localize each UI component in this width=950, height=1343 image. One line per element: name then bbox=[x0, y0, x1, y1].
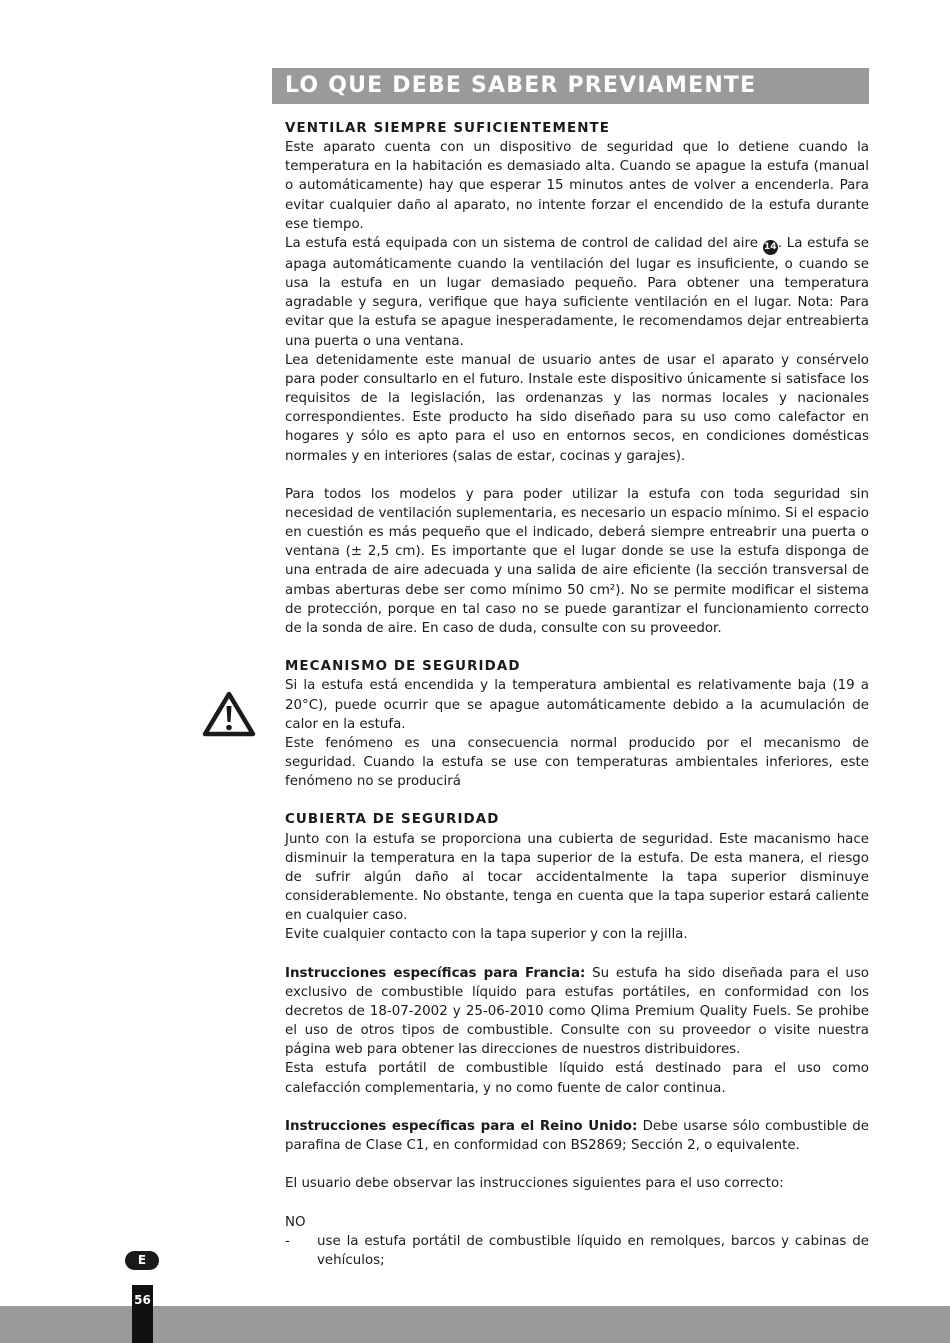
heading-cubierta: CUBIERTA DE SEGURIDAD bbox=[285, 812, 500, 828]
paragraph: Esta estufa portátil de combustible líquido está destinado para el uso como calefacción complementaria, y no como fuente de calor continua. bbox=[285, 1061, 869, 1096]
paragraph: Para todos los modelos y para poder utilizar la estufa con toda seguridad sin necesidad de ventilación suplementaria, es necesario un espacio mínimo. Si el espacio en cuestión es más pequeño que el indicado, deberá siempre entreabrir una puerta o ventana (± 2,5 cm). Es importante que el lugar donde se use la estufa disponga de una entrada de aire adecuada y una salida de aire eficiente (la sección transversal de ambas aberturas debe ser como mínimo 50 cm²). No se permite modificar el sistema de protección, porque en tal caso no se puede garantizar el funcionamiento correcto de la sonda de aire. En caso de duda, consulte con su proveedor. bbox=[285, 486, 869, 636]
paragraph: Si la estufa está encendida y la temperatura ambiental es relativamente baja (19 a 20°C), puede ocurrir que se apague automáticamente debido a la acumulación de calor en la estufa. bbox=[285, 678, 869, 732]
reino-unido-label: Instrucciones específicas para el Reino Unido: bbox=[285, 1118, 638, 1134]
list-dash: - bbox=[285, 1233, 290, 1249]
warning-triangle-icon bbox=[202, 690, 256, 738]
page-title: LO QUE DEBE SABER PREVIAMENTE bbox=[285, 73, 757, 98]
section-title-bar bbox=[272, 68, 869, 104]
paragraph: El usuario debe observar las instrucciones siguientes para el uso correcto: bbox=[285, 1176, 784, 1192]
paragraph bbox=[285, 964, 869, 1060]
page-number: 56 bbox=[132, 1285, 153, 1343]
francia-label: Instrucciones específicas para Francia: bbox=[285, 965, 586, 981]
heading-ventilar: VENTILAR SIEMPRE SUFICIENTEMENTE bbox=[285, 121, 610, 136]
paragraph: Este fenómeno es una consecuencia normal producido por el mecanismo de seguridad. Cuando la estufa se use con temperaturas ambientales inferiores, este fenómeno no se producirá bbox=[285, 735, 869, 790]
paragraph: Evite cualquier contacto con la tapa superior y con la rejilla. bbox=[285, 927, 688, 943]
paragraph-text: Su estufa ha sido diseñada para el uso exclusivo de combustible líquido para estufas portátiles, en conformidad con los decretos de 18-07-2002 y 25-06-2010 como Qlima Premium Quality Fuels. Se prohibe el uso de otros tipos de combustible. Consulte con su proveedor o visite nuestra página web para obtener las direcciones de nuestros distribuidores. bbox=[285, 965, 869, 1058]
language-badge: E bbox=[125, 1251, 159, 1270]
reference-number-badge: 14 bbox=[763, 240, 778, 255]
paragraph: Lea detenidamente este manual de usuario antes de usar el aparato y consérvelo para poder consultarlo en el futuro. Instale este dispositivo únicamente si satisface los requisitos de la legislación, las ordenanzas y las normas locales y nacionales correspondientes. Este producto ha sido diseñado para su uso como calefactor en hogares y sólo es apto para el uso en entornos secos, en condiciones domésticas normales y en interiores (salas de estar, cocinas y garajes). bbox=[285, 352, 869, 464]
paragraph bbox=[285, 234, 869, 351]
paragraph-text: La estufa está equipada con un sistema de control de calidad del aire bbox=[285, 235, 763, 251]
list-item bbox=[285, 1232, 869, 1270]
paragraph bbox=[285, 1117, 869, 1155]
main-content bbox=[285, 119, 869, 1270]
heading-mecanismo: MECANISMO DE SEGURIDAD bbox=[285, 659, 521, 675]
no-label: NO bbox=[285, 1214, 306, 1230]
paragraph-text: . La estufa se apaga automáticamente cuando la ventilación del lugar es insuficiente, o cuando se usa la estufa en un lugar demasiado pequeño. Para obtener una temperatura agradable y segura, verifique que haya suficiente ventilación en el lugar. Nota: Para evitar que la estufa se apague inesperadamente, le recomendamos dejar entreabierta una puerta o una ventana. bbox=[285, 235, 869, 349]
paragraph: Este aparato cuenta con un dispositivo de seguridad que lo detiene cuando la temperatura en la habitación es demasiado alta. Cuando se apague la estufa (manual o automáticamente) hay que esperar 15 minutos antes de volver a encenderla. Para evitar cualquier daño al aparato, no intente forzar el encendido de la estufa durante ese tiempo. bbox=[285, 140, 869, 232]
paragraph: Junto con la estufa se proporciona una cubierta de seguridad. Este macanismo hace disminuir la temperatura en la tapa superior de la estufa. De esta manera, el riesgo de sufrir algún daño al tocar accidentalmente la tapa superior disminuye considerablemente. No obstante, tenga en cuenta que la tapa superior estará caliente en cualquier caso. bbox=[285, 831, 869, 924]
paragraph-text: Debe usarse sólo combustible de parafina de Clase C1, en conformidad con BS2869; Sección 2, o equivalente. bbox=[285, 1118, 869, 1154]
list-item-text: use la estufa portátil de combustible líquido en remolques, barcos y cabinas de vehículos; bbox=[317, 1233, 869, 1268]
